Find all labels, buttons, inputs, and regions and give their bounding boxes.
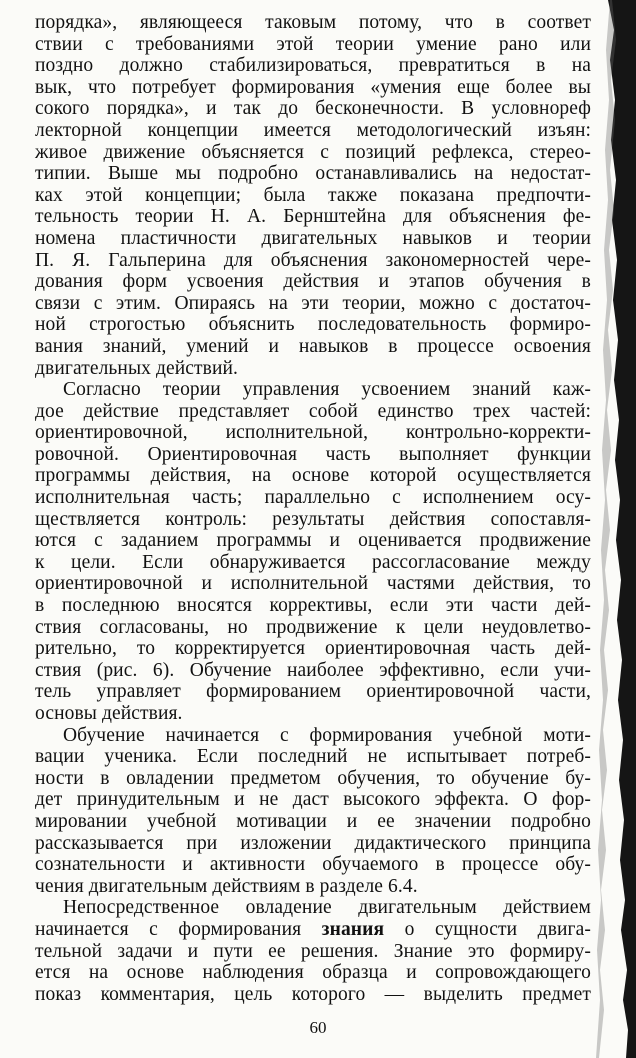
text-line: ствия согласованы, но продвижение к цели неудовлетво- [35, 616, 591, 638]
text-line: в последнюю вносятся коррективы, если эти части дей- [35, 595, 591, 617]
text-line: типии. Выше мы подробно останавливались на недостат- [35, 163, 591, 185]
text-line: ности в овладении предметом обучения, то обучение бу- [35, 767, 591, 789]
text-line: дет принудительным и не даст высокого эффекта. О фор- [35, 789, 591, 811]
bold-term: знания [321, 918, 385, 940]
text-line: мировании учебной мотивации и ее значении подробно [35, 810, 591, 832]
text-line: исполнительная часть; параллельно с исполнением осу- [35, 487, 591, 509]
text-line: дое действие представляет собой единство трех частей: [35, 400, 591, 422]
text-line: ются с заданием программы и оценивается продвижение [35, 530, 591, 552]
text-line: программы действия, на основе которой осуществляется [35, 465, 591, 487]
text-line: тельной задачи и пути ее решения. Знание это формиру- [35, 940, 591, 962]
text-line: ется на основе наблюдения образца и сопровождающего [35, 962, 591, 984]
text-line: ках этой концепции; была также показана предпочти- [35, 184, 591, 206]
text-line: ствии с требованиями этой теории умение рано или [35, 33, 591, 55]
text-line: вания знаний, умений и навыков в процессе освоения [35, 335, 591, 357]
text-line: связи с этим. Опираясь на эти теории, можно с достаточ- [35, 292, 591, 314]
text-line: ориентировочной и исполнительной частями действия, то [35, 573, 591, 595]
page-number: 60 [309, 1018, 327, 1037]
text-line: ствия (рис. 6). Обучение наиболее эффективно, если учи- [35, 659, 591, 681]
text-line: основы действия. [35, 703, 183, 724]
text-line: номена пластичности двигательных навыков и теории [35, 227, 591, 249]
body-text [35, 12, 591, 1005]
text-line: дования форм усвоения действия и этапов обучения в [35, 271, 591, 293]
text-line: чения двигательным действиям в разделе 6.4. [35, 875, 418, 897]
text-line: ориентировочной, исполнительной, контрольно-корректи- [35, 422, 591, 444]
text-line: П. Я. Гальперина для объяснения закономерностей чере- [35, 249, 591, 271]
text-line: показ комментария, цель которого — выделить предмет [35, 983, 591, 1005]
text-line: порядка», являющееся таковым потому, что в соответ [35, 12, 591, 33]
text-line: рительно, то корректируется ориентировочная часть дей- [35, 638, 591, 660]
text-line: Обучение начинается с формирования учебной моти- [63, 724, 591, 746]
text-line: поздно должно стабилизироваться, превратиться в на [35, 55, 591, 77]
text-line: живое движение объясняется с позиций рефлекса, стерео- [35, 141, 591, 163]
text-line: вации ученика. Если последний не испытывает потреб- [35, 746, 591, 768]
text-line: сокого порядка», и так до бесконечности. В условнореф [35, 98, 591, 120]
text-line: ровочной. Ориентировочная часть выполняет функции [35, 443, 591, 465]
text-line: тель управляет формированием ориентировочной части, [35, 681, 591, 703]
text-line: ной строгостью объяснить последовательность формиро- [35, 314, 591, 336]
text-line: к цели. Если обнаруживается рассогласование между [35, 551, 591, 573]
text-line: Непосредственное овладение двигательным действием [63, 897, 591, 919]
text-line: вык, что потребует формирования «умения еще более вы [35, 76, 591, 98]
text-line: начинается с формирования знания о сущности двига- [35, 918, 591, 940]
text-line: двигательных действий. [35, 357, 239, 379]
text-line: сознательности и активности обучаемого в процессе обу- [35, 854, 591, 876]
torn-page-edge [590, 0, 636, 1058]
text-line: тельность теории Н. А. Бернштейна для объяснения фе- [35, 206, 591, 228]
text-line: Согласно теории управления усвоением знаний каж- [63, 379, 591, 401]
text-line: лекторной концепции имеется методологический изъян: [35, 119, 591, 141]
text-line: рассказывается при изложении дидактического принципа [35, 832, 591, 854]
text-line: ществляется контроль: результаты действия сопоставля- [35, 508, 591, 530]
